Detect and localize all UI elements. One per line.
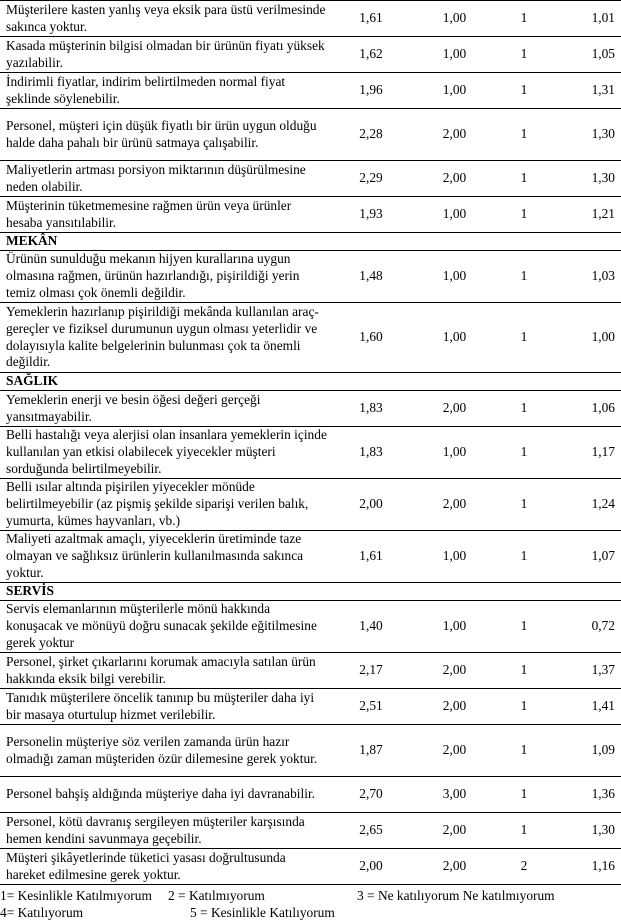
table-row [0,777,621,813]
statement-cell: İndirimli fiyatlar, indirim belirtilmeden normal fiyat şeklinde söylenebilir. [0,73,330,109]
mean-cell: 1,83 [330,391,412,427]
std-dev-cell: 0,72 [551,601,621,653]
table-row [0,479,621,531]
mean-cell: 2,17 [330,653,412,689]
mean-cell: 1,61 [330,531,412,583]
mean-cell: 2,70 [330,777,412,813]
mean-cell: 1,87 [330,725,412,777]
table-row [0,161,621,197]
legend-item-2: 2 = Katılmıyorum [168,888,265,903]
median-cell: 1,00 [412,73,497,109]
median-cell: 1,00 [412,1,497,37]
table-row [0,251,621,303]
table-row [0,1,621,37]
statement-cell: Yemeklerin hazırlanıp pişirildiği mekânda kullanılan araç-gereçler ve fiziksel durumunun uygun olması yeterlidir ve dolayısıyla kalite belgelerinin bulunması çok ta önemli değildir. [0,303,330,373]
section-row [0,373,621,391]
median-cell: 2,00 [412,391,497,427]
table-row [0,73,621,109]
table-row [0,725,621,777]
std-dev-cell: 1,06 [551,391,621,427]
mean-cell: 2,00 [330,849,412,885]
std-dev-cell: 1,01 [551,1,621,37]
median-cell: 2,00 [412,653,497,689]
median-cell: 2,00 [412,813,497,849]
mode-cell: 2 [497,849,551,885]
section-heading: MEKÂN [0,233,621,251]
statement-cell: Servis elemanlarının müşterilerle mönü hakkında konuşacak ve mönüyü doğru sunacak şekilde eğitilmesine gerek yoktur [0,601,330,653]
median-cell: 2,00 [412,689,497,725]
median-cell: 2,00 [412,109,497,161]
table-row [0,689,621,725]
mean-cell: 1,62 [330,37,412,73]
std-dev-cell: 1,03 [551,251,621,303]
mode-cell: 1 [497,391,551,427]
mode-cell: 1 [497,251,551,303]
statement-cell: Personel, kötü davranış sergileyen müşteriler karşısında hemen kendini savunmaya geçebilir. [0,813,330,849]
table-body [0,1,621,885]
section-heading: SERVİS [0,583,621,601]
mode-cell: 1 [497,777,551,813]
median-cell: 2,00 [412,161,497,197]
mode-cell: 1 [497,37,551,73]
std-dev-cell: 1,30 [551,161,621,197]
statement-cell: Maliyeti azaltmak amaçlı, yiyeceklerin üretiminde taze olmayan ve sağlıksız ürünlerin kullanılmasında sakınca yoktur. [0,531,330,583]
statement-cell: Personel bahşiş aldığında müşteriye daha iyi davranabilir. [0,777,330,813]
mean-cell: 1,48 [330,251,412,303]
statement-cell: Müşterinin tüketmemesine rağmen ürün veya ürünler hesaba yansıtılabilir. [0,197,330,233]
mode-cell: 1 [497,427,551,479]
std-dev-cell: 1,05 [551,37,621,73]
std-dev-cell: 1,30 [551,109,621,161]
statement-cell: Kasada müşterinin bilgisi olmadan bir ürünün fiyatı yüksek yazılabilir. [0,37,330,73]
mean-cell: 2,00 [330,479,412,531]
std-dev-cell: 1,07 [551,531,621,583]
statement-cell: Personel, şirket çıkarlarını korumak amacıyla satılan ürün hakkında eksik bilgi verebilir. [0,653,330,689]
mode-cell: 1 [497,689,551,725]
median-cell: 2,00 [412,479,497,531]
statement-cell: Müşteri şikâyetlerinde tüketici yasası doğrultusunda hareket edilmesine gerek yoktur. [0,849,330,885]
statement-cell: Maliyetlerin artması porsiyon miktarının düşürülmesine neden olabilir. [0,161,330,197]
std-dev-cell: 1,00 [551,303,621,373]
table-row [0,531,621,583]
std-dev-cell: 1,41 [551,689,621,725]
table-row [0,849,621,885]
table-row [0,109,621,161]
std-dev-cell: 1,37 [551,653,621,689]
statement-cell: Tanıdık müşterilere öncelik tanınıp bu müşteriler daha iyi bir masaya oturtulup hizmet verilebilir. [0,689,330,725]
median-cell: 1,00 [412,303,497,373]
statement-cell: Ürünün sunulduğu mekanın hijyen kurallarına uygun olmasına rağmen, ürünün hazırlandığı, pişirildiği yerin temiz olması çok önemli değildir. [0,251,330,303]
std-dev-cell: 1,31 [551,73,621,109]
median-cell: 1,00 [412,197,497,233]
mode-cell: 1 [497,653,551,689]
median-cell: 2,00 [412,849,497,885]
median-cell: 1,00 [412,601,497,653]
section-row [0,233,621,251]
std-dev-cell: 1,24 [551,479,621,531]
median-cell: 1,00 [412,531,497,583]
std-dev-cell: 1,16 [551,849,621,885]
table-row [0,653,621,689]
mean-cell: 2,29 [330,161,412,197]
mode-cell: 1 [497,725,551,777]
mode-cell: 1 [497,479,551,531]
mean-cell: 2,28 [330,109,412,161]
mean-cell: 2,51 [330,689,412,725]
mean-cell: 1,60 [330,303,412,373]
table-row [0,601,621,653]
mode-cell: 1 [497,303,551,373]
mean-cell: 1,93 [330,197,412,233]
table-row [0,37,621,73]
legend-item-1: 1= Kesinlikle Katılmıyorum [0,888,152,903]
statement-cell: Personelin müşteriye söz verilen zamanda ürün hazır olmadığı zaman müşteriden özür dilemesine gerek yoktur. [0,725,330,777]
median-cell: 1,00 [412,427,497,479]
mode-cell: 1 [497,531,551,583]
mean-cell: 1,96 [330,73,412,109]
median-cell: 3,00 [412,777,497,813]
mode-cell: 1 [497,73,551,109]
mean-cell: 1,83 [330,427,412,479]
mode-cell: 1 [497,1,551,37]
mean-cell: 1,40 [330,601,412,653]
median-cell: 1,00 [412,37,497,73]
std-dev-cell: 1,17 [551,427,621,479]
table-row [0,427,621,479]
mode-cell: 1 [497,197,551,233]
mode-cell: 1 [497,109,551,161]
statement-cell: Yemeklerin enerji ve besin öğesi değeri gerçeği yansıtmayabilir. [0,391,330,427]
table-row [0,391,621,427]
legend-item-5: 5 = Kesinlikle Katılıyorum [190,905,335,920]
legend-item-4: 4= Katılıyorum [0,905,84,920]
mode-cell: 1 [497,161,551,197]
std-dev-cell: 1,21 [551,197,621,233]
statement-cell: Müşterilere kasten yanlış veya eksik para üstü verilmesinde sakınca yoktur. [0,1,330,37]
mean-cell: 1,61 [330,1,412,37]
std-dev-cell: 1,30 [551,813,621,849]
statement-cell: Personel, müşteri için düşük fiyatlı bir ürün uygun olduğu halde daha pahalı bir ürünü satmaya çalışabilir. [0,109,330,161]
section-heading: SAĞLIK [0,373,621,391]
statement-cell: Belli hastalığı veya alerjisi olan insanlara yemeklerin içinde kullanılan yan etkisi olabilecek yiyecekler müşteri sorduğunda belirtilmeyebilir. [0,427,330,479]
statement-cell: Belli ısılar altında pişirilen yiyecekler mönüde belirtilmeyebilir (az pişmiş şekilde siparişi verilen balık, yumurta, kümes hayvanları, vb.) [0,479,330,531]
std-dev-cell: 1,36 [551,777,621,813]
mode-cell: 1 [497,813,551,849]
std-dev-cell: 1,09 [551,725,621,777]
median-cell: 1,00 [412,251,497,303]
table-row [0,197,621,233]
mean-cell: 2,65 [330,813,412,849]
table-row [0,813,621,849]
mode-cell: 1 [497,601,551,653]
median-cell: 2,00 [412,725,497,777]
table-row [0,303,621,373]
scale-legend [0,888,621,924]
legend-item-3: 3 = Ne katılıyorum Ne katılmıyorum [357,888,555,903]
section-row [0,583,621,601]
